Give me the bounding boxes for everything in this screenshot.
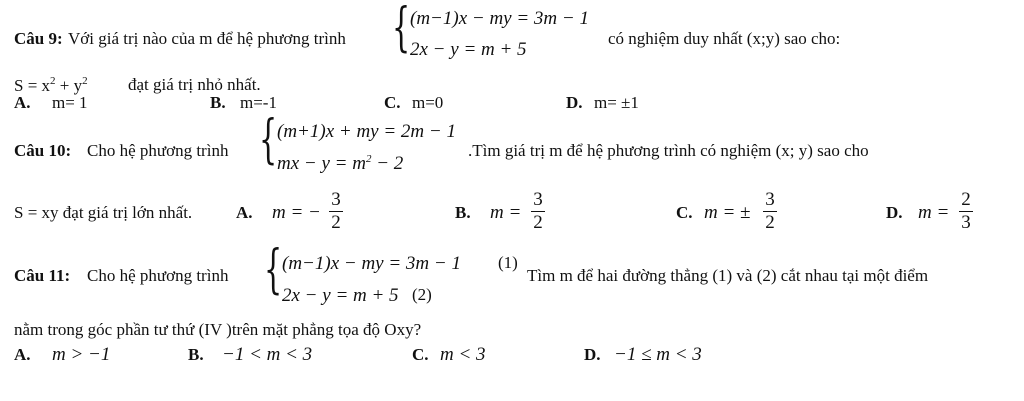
fraction-numerator: 3 bbox=[533, 189, 543, 210]
question-10-option-d-prefix[interactable]: m = bbox=[918, 202, 950, 223]
question-10-after-text: .Tìm giá trị m để hệ phương trình có nghiệm (x; y) sao cho bbox=[468, 141, 869, 160]
question-10-equation-2: mx − $y = m^2 - 2$ bbox=[277, 153, 404, 174]
question-9-option-a[interactable]: m= 1 bbox=[52, 93, 88, 112]
fraction-numerator: 3 bbox=[331, 189, 341, 210]
question-11-option-b-letter[interactable]: B. bbox=[188, 345, 204, 364]
question-9-condition-s: $S = x^2 + y^2$ bbox=[14, 75, 88, 95]
question-9-option-d[interactable]: m= ±1 bbox=[594, 93, 639, 112]
question-11-option-d-letter[interactable]: D. bbox=[584, 345, 601, 364]
question-11-equation-1-tag: (1) bbox=[498, 253, 518, 272]
question-10-number: Câu 10: bbox=[14, 141, 72, 160]
question-10-option-a-prefix[interactable]: m = − bbox=[272, 202, 321, 223]
question-11-option-a-letter[interactable]: A. bbox=[14, 345, 31, 364]
question-9-after-text: có nghiệm duy nhất (x;y) sao cho: bbox=[608, 29, 841, 48]
system-brace: { bbox=[264, 240, 283, 300]
question-9-intro: Với giá trị nào của m để hệ phương trình bbox=[68, 29, 346, 48]
question-11-option-b[interactable]: −1 < m < 3 bbox=[222, 344, 313, 365]
system-brace: { bbox=[392, 0, 411, 58]
question-9-equation-2: 2x − y = m + 5 bbox=[410, 39, 527, 60]
question-11-equation-2-tag: (2) bbox=[412, 285, 432, 304]
question-11-equation-2: 2x − y = m + 5 bbox=[282, 285, 399, 306]
question-10-option-c-prefix[interactable]: m = ± bbox=[704, 202, 751, 223]
question-9-option-d-letter[interactable]: D. bbox=[566, 93, 583, 112]
question-10-option-d-letter[interactable]: D. bbox=[886, 203, 903, 222]
question-9-number: Câu 9: bbox=[14, 29, 63, 48]
question-10-intro: Cho hệ phương trình bbox=[87, 141, 229, 160]
question-9-condition-tail: đạt giá trị nhỏ nhất. bbox=[128, 75, 261, 94]
question-11-option-d[interactable]: −1 ≤ m < 3 bbox=[614, 344, 702, 365]
fraction-denominator: 2 bbox=[765, 212, 775, 234]
question-9-equation-1: (m−1)x − my = 3m − 1 bbox=[410, 8, 589, 29]
question-9-option-c[interactable]: m=0 bbox=[412, 93, 444, 112]
fraction-numerator: 3 bbox=[765, 189, 775, 210]
question-9-option-b-letter[interactable]: B. bbox=[210, 93, 226, 112]
question-10-option-b-fraction[interactable] bbox=[530, 189, 546, 234]
fraction-denominator: 2 bbox=[533, 212, 543, 234]
fraction-denominator: 3 bbox=[961, 212, 971, 234]
question-11-line-2: nằm trong góc phần tư thứ (IV )trên mặt phẳng tọa độ Oxy? bbox=[14, 320, 422, 339]
question-10-option-c-letter[interactable]: C. bbox=[676, 203, 693, 222]
question-11-intro: Cho hệ phương trình bbox=[87, 266, 229, 285]
question-11-equation-1: (m−1)x − my = 3m − 1 bbox=[282, 253, 461, 274]
question-9-option-a-letter[interactable]: A. bbox=[14, 93, 31, 112]
question-10-condition: S = xy đạt giá trị lớn nhất. bbox=[14, 203, 193, 222]
system-brace: { bbox=[259, 110, 278, 170]
question-11-option-c[interactable]: m < 3 bbox=[440, 344, 486, 365]
question-11-option-c-letter[interactable]: C. bbox=[412, 345, 429, 364]
question-10-option-d-fraction[interactable] bbox=[958, 189, 974, 234]
question-10-option-b-letter[interactable]: B. bbox=[455, 203, 471, 222]
question-9-option-b[interactable]: m=-1 bbox=[240, 93, 277, 112]
question-10-option-b-prefix[interactable]: m = bbox=[490, 202, 522, 223]
question-10-equation-1: (m+1)x + my = 2m − 1 bbox=[277, 121, 456, 142]
question-10-option-a-fraction[interactable] bbox=[328, 189, 344, 234]
question-10-option-a-letter[interactable]: A. bbox=[236, 203, 253, 222]
question-11-option-a[interactable]: m > −1 bbox=[52, 344, 111, 365]
question-9-option-c-letter[interactable]: C. bbox=[384, 93, 401, 112]
question-11-number: Câu 11: bbox=[14, 266, 71, 285]
question-10-option-c-fraction[interactable] bbox=[762, 189, 778, 234]
fraction-denominator: 2 bbox=[331, 212, 341, 234]
question-11-after-text: Tìm m để hai đường thẳng (1) và (2) cắt nhau tại một điểm bbox=[527, 266, 929, 285]
fraction-numerator: 2 bbox=[961, 189, 971, 210]
